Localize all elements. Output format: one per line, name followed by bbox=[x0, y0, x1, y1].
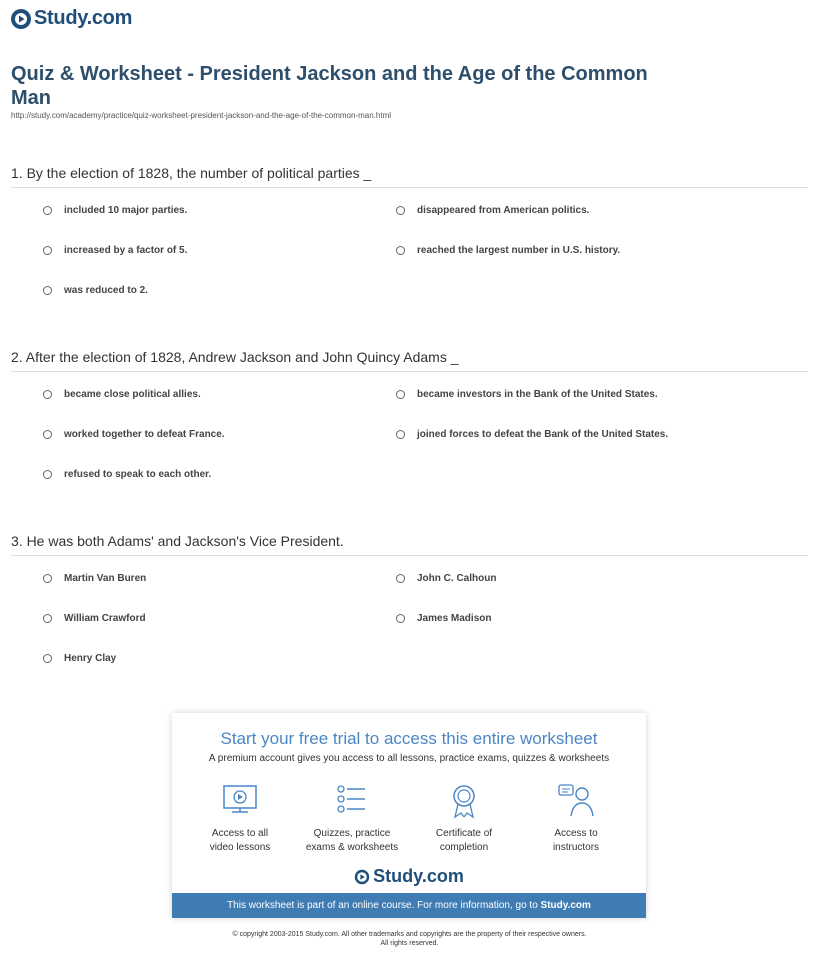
question-3 bbox=[11, 533, 808, 556]
answer-option[interactable]: disappeared from American politics. bbox=[396, 205, 589, 216]
radio-icon[interactable] bbox=[43, 654, 52, 663]
study-logo[interactable] bbox=[11, 7, 132, 30]
answer-option[interactable]: became close political allies. bbox=[43, 389, 201, 400]
answer-option[interactable]: John C. Calhoun bbox=[396, 573, 496, 584]
radio-icon[interactable] bbox=[396, 614, 405, 623]
answer-option[interactable]: James Madison bbox=[396, 613, 491, 624]
answer-option[interactable]: Martin Van Buren bbox=[43, 573, 146, 584]
answer-option[interactable]: was reduced to 2. bbox=[43, 285, 148, 296]
radio-icon[interactable] bbox=[43, 574, 52, 583]
page-title: Quiz & Worksheet - President Jackson and the Age of the Common Man bbox=[11, 63, 648, 109]
promo-logo[interactable]: Study.com bbox=[172, 866, 646, 887]
play-icon bbox=[11, 9, 31, 29]
radio-icon[interactable] bbox=[43, 286, 52, 295]
logo-text: Study.com bbox=[34, 7, 133, 29]
question-2 bbox=[11, 349, 808, 372]
answer-option[interactable]: Henry Clay bbox=[43, 653, 116, 664]
radio-icon[interactable] bbox=[43, 430, 52, 439]
premium-promo-box bbox=[172, 713, 646, 918]
answer-option[interactable]: increased by a factor of 5. bbox=[43, 245, 187, 256]
radio-icon[interactable] bbox=[43, 614, 52, 623]
radio-icon[interactable] bbox=[396, 206, 405, 215]
answer-option[interactable]: William Crawford bbox=[43, 613, 146, 624]
radio-icon[interactable] bbox=[396, 246, 405, 255]
quiz-list-icon bbox=[332, 781, 372, 821]
radio-icon[interactable] bbox=[396, 430, 405, 439]
answer-option[interactable]: reached the largest number in U.S. history. bbox=[396, 245, 620, 256]
play-icon bbox=[354, 869, 370, 885]
radio-icon[interactable] bbox=[43, 246, 52, 255]
answer-option[interactable]: worked together to defeat France. bbox=[43, 429, 225, 440]
radio-icon[interactable] bbox=[396, 390, 405, 399]
study-link[interactable]: Study.com bbox=[540, 900, 591, 911]
answer-option[interactable]: included 10 major parties. bbox=[43, 205, 187, 216]
promo-title[interactable]: Start your free trial to access this entire worksheet bbox=[220, 729, 598, 748]
radio-icon[interactable] bbox=[43, 390, 52, 399]
radio-icon[interactable] bbox=[43, 470, 52, 479]
feature-quizzes: Quizzes, practice exams & worksheets bbox=[297, 781, 407, 855]
feature-certificate: Certificate of completion bbox=[409, 781, 519, 855]
feature-video-lessons: Access to all video lessons bbox=[185, 781, 295, 855]
radio-icon[interactable] bbox=[43, 206, 52, 215]
copyright-footer: © copyright 2003-2015 Study.com. All other trademarks and copyrights are the property of their respective owners. All rights reserved. bbox=[232, 931, 587, 947]
question-text: 2. After the election of 1828, Andrew Jackson and John Quincy Adams _ bbox=[11, 349, 808, 372]
question-1 bbox=[11, 165, 808, 188]
page-url: http://study.com/academy/practice/quiz-worksheet-president-jackson-and-the-age-of-the-common-man.html bbox=[11, 111, 392, 120]
instructor-icon bbox=[556, 781, 596, 821]
certificate-icon bbox=[444, 781, 484, 821]
video-lesson-icon bbox=[220, 781, 260, 821]
answer-option[interactable]: refused to speak to each other. bbox=[43, 469, 211, 480]
answer-option[interactable]: became investors in the Bank of the United States. bbox=[396, 389, 658, 400]
question-text: 1. By the election of 1828, the number of political parties _ bbox=[11, 165, 808, 188]
feature-instructors: Access to instructors bbox=[521, 781, 631, 855]
answer-option[interactable]: joined forces to defeat the Bank of the United States. bbox=[396, 429, 668, 440]
radio-icon[interactable] bbox=[396, 574, 405, 583]
promo-info-bar: This worksheet is part of an online course. For more information, go to Study.com bbox=[172, 893, 646, 918]
promo-subtitle: A premium account gives you access to all lessons, practice exams, quizzes & worksheets bbox=[208, 753, 610, 764]
question-text: 3. He was both Adams' and Jackson's Vice President. bbox=[11, 533, 808, 556]
